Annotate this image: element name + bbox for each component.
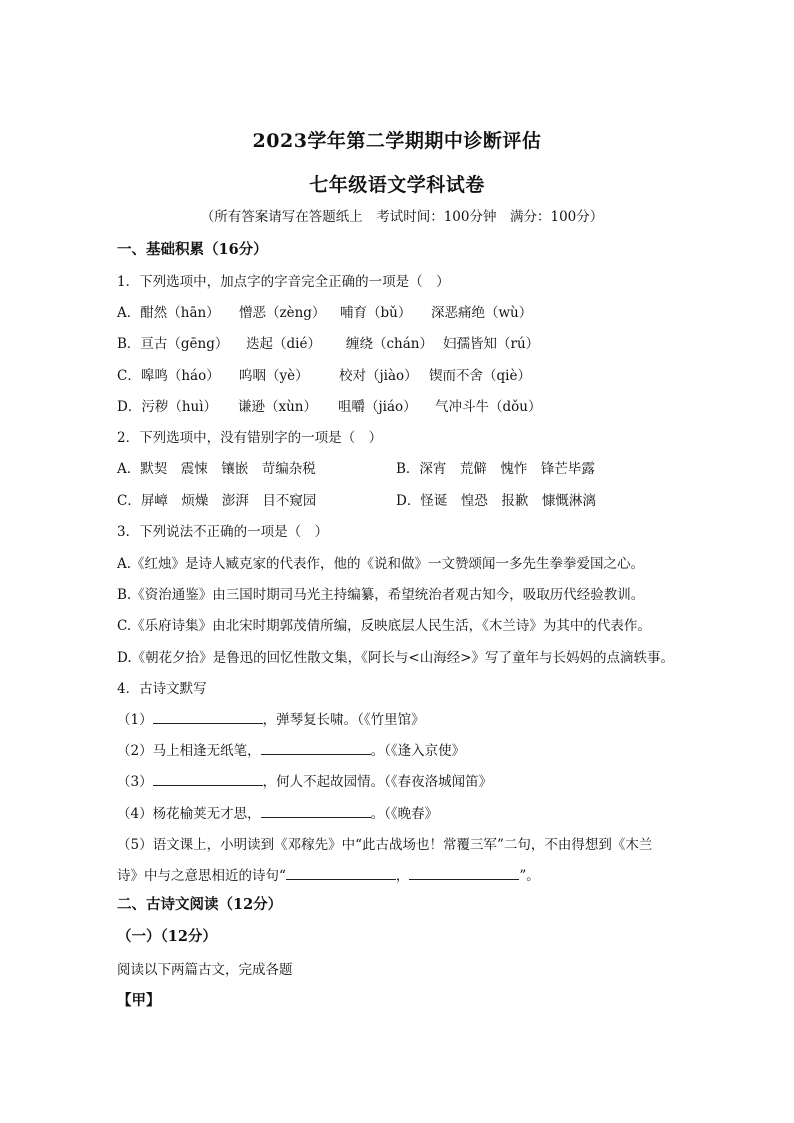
q4-item-2: （2）马上相逢无纸笔， 。（《逢入京使》 bbox=[117, 743, 466, 759]
exam-subtitle: 七年级语文学科试卷 bbox=[309, 174, 485, 196]
q4-item-5-line1: （5）语文课上，小明读到《邓稼先》中“此古战场也！常覆三军”二句，不由得想到《木兰 bbox=[117, 837, 653, 853]
q2-options-ab: A．默契 震悚 镶嵌 苛编杂税 B．深宵 荒僻 愧怍 锋芒毕露 bbox=[117, 461, 595, 477]
answer-blank[interactable] bbox=[261, 805, 371, 818]
section1-heading: 一、基础积累（16分） bbox=[117, 241, 268, 258]
q1-option-b: B．亘古（gēng） 迭起（dié） 缠绕（chán） 妇孺皆知（rú） bbox=[117, 336, 540, 352]
q1-option-c: C．嗥鸣（háo） 呜咽（yè） 校对（jiào） 锲而不舍（qiè） bbox=[117, 368, 531, 384]
q1-stem: 1．下列选项中，加点字的字音完全正确的一项是（ ） bbox=[117, 274, 450, 290]
q4-stem: 4．古诗文默写 bbox=[117, 681, 207, 697]
answer-blank[interactable] bbox=[409, 867, 519, 880]
exam-title: 2023学年第二学期期中诊断评估 bbox=[252, 130, 542, 152]
exam-note: （所有答案请写在答题纸上 考试时间：100分钟 满分：100分） bbox=[200, 209, 604, 225]
q1-option-d: D．污秽（huì） 谦逊（xùn） 咀嚼（jiáo） 气冲斗牛（dǒu） bbox=[117, 399, 542, 415]
q1-option-a: A．酣然（hān） 憎恶（zèng） 哺育（bǔ） 深恶痛绝（wù） bbox=[117, 305, 533, 321]
passage-jia-label: 【甲】 bbox=[117, 992, 161, 1009]
q4-item-3: （3） ，何人不起故园情。（《春夜洛城闻笛》 bbox=[117, 774, 493, 790]
answer-blank[interactable] bbox=[153, 773, 263, 786]
q3-stem: 3．下列说法不正确的一项是（ ） bbox=[117, 524, 329, 540]
section2-instruction: 阅读以下两篇古文，完成各题 bbox=[117, 962, 293, 978]
q4-item-4: （4）杨花榆荚无才思， 。（《晚春》 bbox=[117, 806, 439, 822]
q3-option-a: A.《红烛》是诗人臧克家的代表作，他的《说和做》一文赞颂闻一多先生拳拳爱国之心。 bbox=[117, 556, 645, 572]
q2-stem: 2．下列选项中，没有错别字的一项是（ ） bbox=[117, 430, 383, 446]
q3-option-c: C.《乐府诗集》由北宋时期郭茂倩所编，反映底层人民生活，《木兰诗》为其中的代表作。 bbox=[117, 618, 651, 634]
q2-options-cd: C．屏嶂 烦燥 澎湃 目不窥园 D．怪诞 惶恐 报歉 慷慨淋漓 bbox=[117, 493, 596, 509]
answer-blank[interactable] bbox=[153, 711, 263, 724]
q4-item-5-line2: 诗》中与之意思相近的诗句“ ， ”。 bbox=[117, 868, 540, 884]
answer-blank[interactable] bbox=[286, 867, 396, 880]
section2-heading: 二、古诗文阅读（12分） bbox=[117, 896, 283, 913]
q3-option-b: B.《资治通鉴》由三国时期司马光主持编纂，希望统治者观古知今，吸取历代经验教训。 bbox=[117, 587, 645, 603]
section2-subheading: （一）（12分） bbox=[117, 928, 217, 945]
answer-blank[interactable] bbox=[261, 742, 371, 755]
q4-item-1: （1） ，弹琴复长啸。（《竹里馆》 bbox=[117, 712, 425, 728]
q3-option-d: D.《朝花夕拾》是鲁迅的回忆性散文集，《阿长与<山海经>》写了童年与长妈妈的点滴轶事。 bbox=[117, 650, 675, 666]
